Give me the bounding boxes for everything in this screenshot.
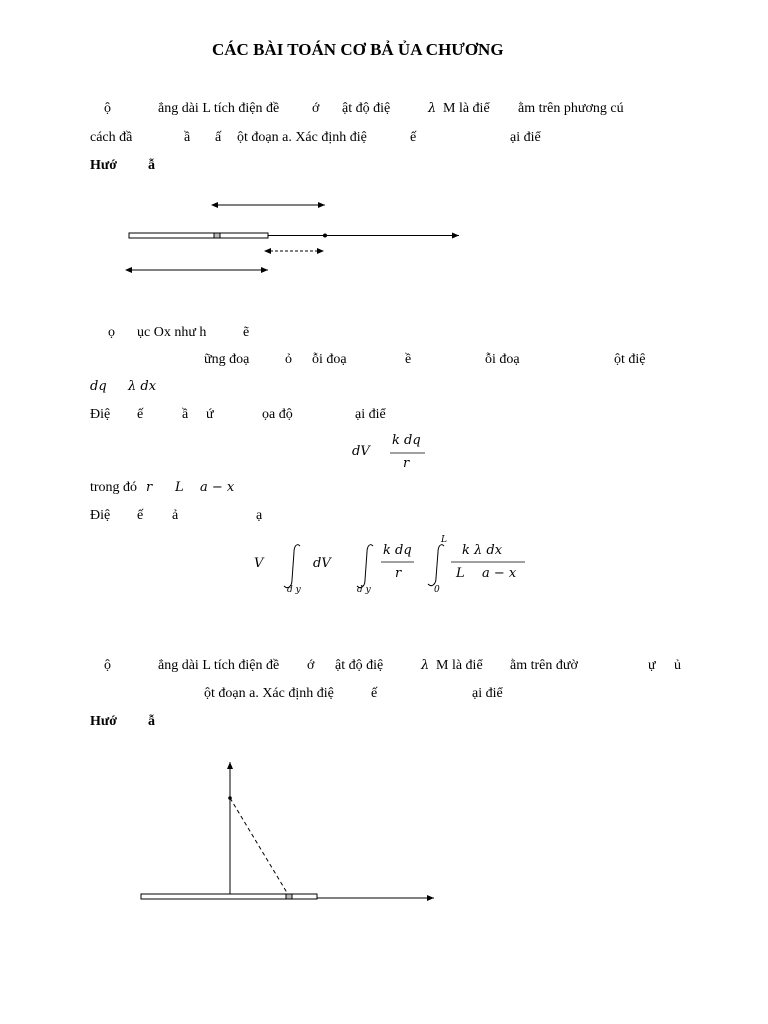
problem1-line1-b: ẳng dài L tích điện đề [158,101,280,116]
sol1-l1-c: ẽ [243,325,250,340]
sol1-l3-e: ọa độ [262,407,293,422]
sol1-l3-c: ầ [182,407,189,422]
fig2-element-dx [286,894,292,899]
int1-limit: d y [287,585,301,595]
fig2-point-M [228,796,232,800]
sol1-l2-a: ững đoạ [204,352,250,367]
problem1-line2-d: ột đoạn a. Xác định điệ [237,130,367,145]
fig1-element-dx [214,233,220,238]
problem1-guide-a: Hướ [90,158,118,173]
sol1-lambda-dx: λ dx [128,379,157,394]
sol1-l4-r: r [146,480,153,495]
problem1-line2-f: ại điể [510,130,541,145]
problem2-line1-d: ật độ điệ [335,658,384,673]
sol1-l3-a: Điệ [90,407,111,422]
sol1-l3-b: ế [137,407,144,422]
problem2-lambda: λ [421,658,430,673]
sol1-l5-a: Điệ [90,508,111,523]
problem2-line1-h: ủ [674,658,681,673]
problem2-line1-c: ớ [307,658,315,673]
sol1-l1-a: ọ [108,325,115,340]
problem2-guide-a: Hướ [90,714,118,729]
sol1-l2-b: ỏ [285,352,292,367]
problem2-line2-a: ột đoạn a. Xác định điệ [204,686,334,701]
problem1-line1-c: ớ [312,101,320,116]
problem2-line2-c: ại điể [472,686,503,701]
problem2-line1-e: M là điể [436,658,483,673]
problem1-line1-a: ộ [104,101,111,116]
problem2-line1-f: ằm trên đườ [510,658,578,673]
int2-numerator: k dq [383,543,412,558]
sol1-l4-ax: a − x [200,480,235,495]
sol1-l4-L: L [175,480,184,495]
sol1-l2-f: ột điệ [614,352,646,367]
integral-sign-3 [428,545,444,586]
problem2-line1-g: ự [648,658,656,673]
problem2-guide-b: ẫ [148,714,155,729]
problem1-line2-c: ấ [215,130,222,145]
fig2-dashed-r [230,798,289,896]
sol1-l1-b: ục Ox như h [137,325,207,340]
sol1-l3-f: ại điể [355,407,386,422]
problem1-line1-f: ằm trên phương cú [518,101,624,116]
problem1-guide-b: ẫ [148,158,155,173]
fig1-point-M [323,234,327,238]
sol1-dV: dV [352,444,370,459]
fig1-rod [129,233,268,238]
sol1-l5-b: ế [137,508,144,523]
sol1-l4-text: trong đó [90,480,138,495]
problem1-line2-e: ế [410,130,417,145]
int2-denominator: r [395,566,402,581]
problem1-line1-e: M là điể [443,101,490,116]
int3-den-ax: a − x [482,566,517,581]
problem1-line2-b: ầ [184,130,191,145]
int1-body: dV [313,556,331,571]
problem2-line2-b: ế [371,686,378,701]
problem1-line1-d: ật độ điệ [342,101,391,116]
sol1-l2-c: ỗi đoạ [312,352,347,367]
problem2-line1-b: ẳng dài L tích điện đề [158,658,280,673]
sol1-l3-d: ứ [206,407,214,422]
problem1-line2-a: cách đầ [90,130,133,145]
sol1-l2-d: ề [405,352,412,367]
int3-lower-limit: 0 [434,585,440,595]
int2-limit: d y [357,585,371,595]
fig2-rod [141,894,317,899]
sol1-l5-c: ả [172,508,179,523]
sol1-l5-d: ạ [256,508,263,523]
sol1-r-den: r [403,456,410,471]
sol1-l2-e: ỗi đoạ [485,352,520,367]
problem1-lambda: λ [428,101,437,116]
page-title: CÁC BÀI TOÁN CƠ BẢ ỦA CHƯƠNG [212,40,504,59]
sol1-dq: dq [90,379,107,394]
int-V: V [254,556,264,571]
int3-numerator: k λ dx [462,543,503,558]
sol1-k-dq: k dq [392,433,421,448]
int3-upper-limit: L [441,535,447,545]
int3-den-L: L [456,566,465,581]
problem2-line1-a: ộ [104,658,111,673]
